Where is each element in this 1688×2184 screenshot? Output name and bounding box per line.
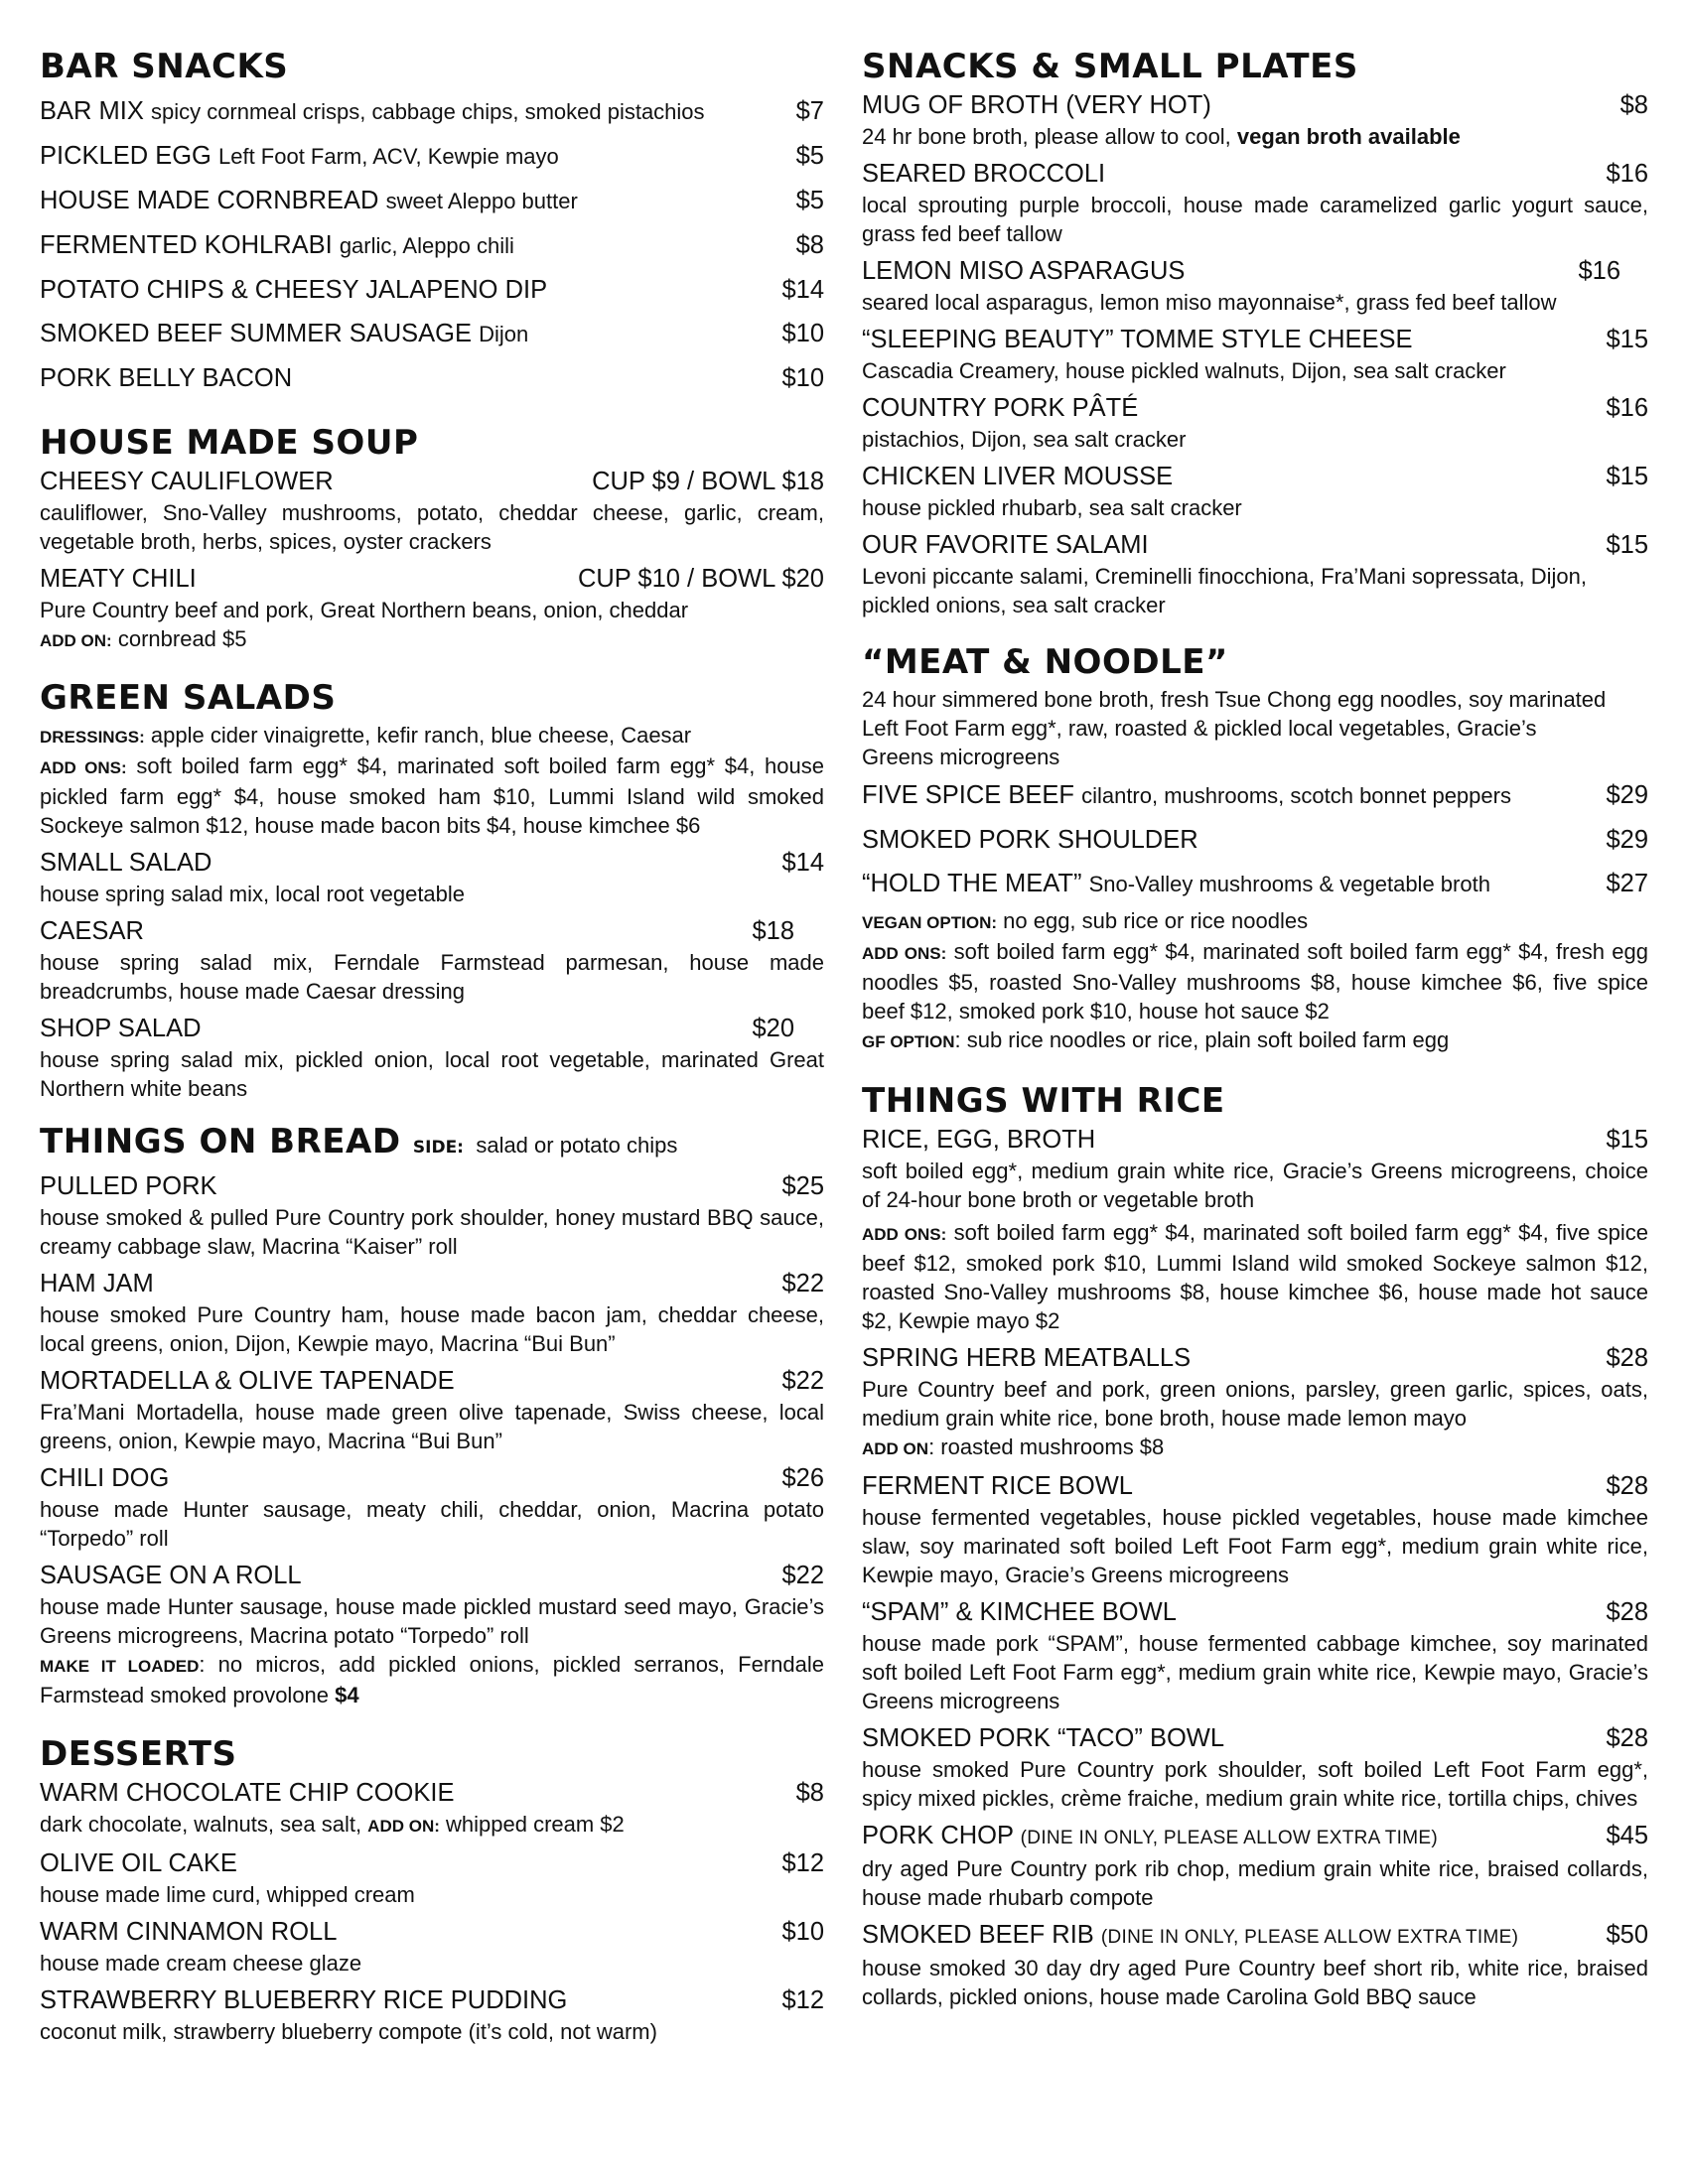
menu-item: [40, 1916, 824, 1949]
item-name: PICKLED EGG: [40, 142, 211, 170]
addons-line: [862, 937, 1648, 1025]
item-name: CHEESY CAULIFLOWER: [40, 468, 334, 495]
menu-item: [40, 179, 824, 223]
item-price: $28: [1606, 1724, 1648, 1752]
gf-text: : sub rice noodles or rice, plain soft boiled farm egg: [954, 1027, 1450, 1052]
item-price: $5: [795, 142, 824, 170]
item-desc: local sprouting purple broccoli, house made caramelized garlic yogurt sauce, grass fed beef tallow: [862, 193, 1648, 246]
item-name: SMOKED BEEF RIB: [862, 1921, 1094, 1949]
desserts-section: [40, 1731, 824, 2046]
item-name: PULLED PORK: [40, 1172, 217, 1200]
item-price: $22: [781, 1562, 824, 1589]
left-column: [40, 44, 824, 2046]
gf-line: [862, 1025, 1648, 1056]
item-price: $7: [795, 97, 824, 125]
addon-text: cornbread $5: [117, 626, 247, 651]
item-desc: Pure Country beef and pork, green onions, parsley, green garlic, spices, oats, medium grain white rice, bone broth, house made lemon mayo: [862, 1377, 1648, 1431]
menu-item: [40, 312, 824, 356]
item-price: $28: [1606, 1472, 1648, 1500]
right-column: [862, 44, 1648, 2011]
item-name: SMALL SALAD: [40, 849, 212, 877]
addon-text: whipped cream $2: [439, 1812, 625, 1837]
gf-label: GF OPTION: [862, 1032, 955, 1051]
item-name: CAESAR: [40, 917, 144, 945]
item-name: “SPAM” & KIMCHEE BOWL: [862, 1598, 1177, 1626]
item-price: $27: [1606, 870, 1648, 897]
menu-item: [862, 529, 1648, 562]
section-title-desserts: DESSERTS: [40, 1734, 237, 1774]
menu-item: [40, 847, 824, 880]
menu-item: [40, 223, 824, 268]
addons-label: ADD ONS:: [862, 1225, 947, 1244]
item-name: SMOKED PORK SHOULDER: [862, 826, 1198, 854]
addon-text: : roasted mushrooms $8: [928, 1434, 1165, 1459]
item-desc-bold: vegan broth available: [1236, 124, 1461, 149]
section-title-noodle: “MEAT & NOODLE”: [862, 642, 1228, 682]
item-price: $14: [781, 276, 824, 304]
item-price: $15: [1606, 1126, 1648, 1154]
addons-label: ADD ONS:: [862, 944, 947, 963]
item-desc: house smoked 30 day dry aged Pure Country beef short rib, white rice, braised collards, pickled onions, house made Carolina Gold BBQ sauce: [862, 1956, 1648, 2009]
item-desc: dry aged Pure Country pork rib chop, medium grain white rice, braised collards, house made rhubarb compote: [862, 1856, 1648, 1910]
menu-item: [862, 324, 1648, 356]
addons-line: [40, 751, 824, 840]
bread-section: [40, 1119, 824, 1709]
item-price: $10: [781, 320, 824, 347]
menu-item: [862, 1124, 1648, 1157]
item-price: $16: [1606, 160, 1648, 188]
noodle-intro: 24 hour simmered bone broth, fresh Tsue Chong egg noodles, soy marinated Left Foot Farm egg*, raw, roasted & pickled local vegetables, Gracie’s Greens microgreens: [862, 687, 1607, 769]
meatball-addon-line: [862, 1433, 1648, 1463]
item-name: PORK BELLY BACON: [40, 364, 293, 392]
item-name: SAUSAGE ON A ROLL: [40, 1562, 302, 1589]
item-name: FERMENTED KOHLRABI: [40, 231, 333, 259]
item-desc-line: [40, 1810, 824, 1841]
addon-line: [40, 624, 824, 655]
menu-item: [862, 1820, 1648, 1854]
menu-item: [862, 461, 1648, 493]
dressings-line: [40, 721, 824, 751]
menu-item: [40, 1560, 824, 1592]
addons-text: soft boiled farm egg* $4, marinated soft boiled farm egg* $4, house pickled farm egg* $4, house smoked ham $10, Lummi Island wild smoked Sockeye salmon $12, house made bacon bits $4, house kimchee $6: [40, 753, 824, 838]
item-desc: house smoked Pure Country pork shoulder, soft boiled Left Foot Farm egg*, spicy mixed pickles, crème fraiche, medium grain white rice, tortilla chips, chives: [862, 1757, 1648, 1811]
item-price: $15: [1606, 326, 1648, 353]
item-price: $22: [781, 1270, 824, 1297]
item-name: WARM CINNAMON ROLL: [40, 1918, 338, 1946]
item-name: STRAWBERRY BLUEBERRY RICE PUDDING: [40, 1986, 568, 2014]
item-price: $12: [781, 1849, 824, 1877]
item-name: HOUSE MADE CORNBREAD: [40, 187, 379, 214]
item-name: MEATY CHILI: [40, 565, 197, 593]
item-name: SHOP SALAD: [40, 1015, 202, 1042]
item-price: $10: [781, 1918, 824, 1946]
item-name: SPRING HERB MEATBALLS: [862, 1344, 1192, 1372]
item-desc: house pickled rhubarb, sea salt cracker: [862, 495, 1242, 520]
item-price: $12: [781, 1986, 824, 2014]
item-price: $29: [1606, 781, 1648, 809]
item-desc: house made pork “SPAM”, house fermented cabbage kimchee, soy marinated soft boiled Left Foot Farm egg*, medium grain white rice, Kewpie mayo, Gracie’s Greens microgreens: [862, 1631, 1648, 1713]
item-price: $15: [1606, 463, 1648, 490]
item-name: OLIVE OIL CAKE: [40, 1849, 237, 1877]
section-title-soup: HOUSE MADE SOUP: [40, 423, 419, 463]
item-name: “SLEEPING BEAUTY” TOMME STYLE CHEESE: [862, 326, 1413, 353]
item-price: $45: [1606, 1822, 1648, 1849]
item-name: SMOKED PORK “TACO” BOWL: [862, 1724, 1225, 1752]
item-desc-line: [862, 122, 1648, 151]
item-name: HAM JAM: [40, 1270, 154, 1297]
menu-item: [862, 255, 1648, 288]
item-desc: spicy cornmeal crisps, cabbage chips, smoked pistachios: [150, 99, 705, 124]
small-plates-section: [862, 44, 1648, 619]
item-price: $18: [752, 917, 794, 945]
section-title-bar-snacks: BAR SNACKS: [40, 47, 289, 86]
item-desc: sweet Aleppo butter: [385, 189, 578, 213]
item-price: $28: [1606, 1598, 1648, 1626]
menu-item: [40, 134, 824, 179]
addons-line: [862, 1218, 1648, 1335]
menu-item: [862, 773, 1648, 818]
item-price: CUP $9 / BOWL $18: [592, 468, 824, 495]
menu-item: [40, 1847, 824, 1880]
item-desc: house smoked & pulled Pure Country pork shoulder, honey mustard BBQ sauce, creamy cabbage slaw, Macrina “Kaiser” roll: [40, 1205, 824, 1259]
menu-item: [40, 1013, 824, 1045]
item-desc: house fermented vegetables, house pickled vegetables, house made kimchee slaw, soy marinated soft boiled Left Foot Farm egg*, medium grain white rice, Kewpie mayo, Gracie’s Greens microgreens: [862, 1505, 1648, 1587]
item-name: POTATO CHIPS & CHEESY JALAPENO DIP: [40, 276, 548, 304]
loaded-text: : no micros, add pickled onions, pickled serranos, Ferndale Farmstead smoked provolone: [40, 1652, 824, 1707]
item-price: $16: [1606, 394, 1648, 422]
addon-label: ADD ON: [862, 1439, 929, 1458]
item-desc: 24 hr bone broth, please allow to cool,: [862, 124, 1237, 149]
item-desc: cauliflower, Sno-Valley mushrooms, potato, cheddar cheese, garlic, cream, vegetable broth, herbs, spices, oyster crackers: [40, 500, 824, 554]
item-price: $14: [781, 849, 824, 877]
item-name: FERMENT RICE BOWL: [862, 1472, 1133, 1500]
bar-snacks-section: [40, 44, 824, 400]
item-price: $16: [1578, 257, 1620, 285]
item-price: $20: [752, 1015, 794, 1042]
item-price: $28: [1606, 1344, 1648, 1372]
rice-section: [862, 1078, 1648, 2011]
vegan-label: VEGAN OPTION:: [862, 913, 998, 932]
item-name: PORK CHOP: [862, 1822, 1014, 1849]
item-desc: pistachios, Dijon, sea salt cracker: [862, 427, 1187, 452]
item-name: MORTADELLA & OLIVE TAPENADE: [40, 1367, 455, 1395]
menu-item: [862, 392, 1648, 425]
addon-label: ADD ON:: [367, 1817, 440, 1836]
menu-item: [40, 466, 824, 498]
item-name: SEARED BROCCOLI: [862, 160, 1106, 188]
item-desc: house made cream cheese glaze: [40, 1951, 362, 1976]
menu-item: [40, 1365, 824, 1398]
item-desc: garlic, Aleppo chili: [339, 233, 514, 258]
item-desc: Sno-Valley mushrooms & vegetable broth: [1088, 872, 1490, 896]
item-name: BAR MIX: [40, 97, 144, 125]
section-title-rice: THINGS WITH RICE: [862, 1081, 1225, 1121]
vegan-text: no egg, sub rice or rice noodles: [1003, 908, 1309, 933]
item-name: WARM CHOCOLATE CHIP COOKIE: [40, 1779, 455, 1807]
menu-item: [862, 1722, 1648, 1755]
section-title-salads: GREEN SALADS: [40, 678, 337, 718]
section-title-small-plates: SNACKS & SMALL PLATES: [862, 47, 1358, 86]
item-name: SMOKED BEEF SUMMER SAUSAGE: [40, 320, 472, 347]
section-title-bread: [40, 1119, 824, 1170]
item-note: (DINE IN ONLY, PLEASE ALLOW EXTRA TIME): [1020, 1828, 1438, 1848]
menu-item: [862, 1342, 1648, 1375]
item-desc: house spring salad mix, local root vegetable: [40, 882, 466, 906]
item-name: CHILI DOG: [40, 1464, 170, 1492]
item-price: $22: [781, 1367, 824, 1395]
menu-item: [40, 1170, 824, 1203]
item-desc: Cascadia Creamery, house pickled walnuts, Dijon, sea salt cracker: [862, 358, 1506, 383]
item-price: $5: [795, 187, 824, 214]
dressings-text: apple cider vinaigrette, kefir ranch, blue cheese, Caesar: [150, 723, 692, 748]
noodle-section: [862, 639, 1648, 1056]
item-desc: house made Hunter sausage, house made pickled mustard seed mayo, Gracie’s Greens microgreens, Macrina potato “Torpedo” roll: [40, 1594, 824, 1648]
menu-item: [40, 915, 824, 948]
menu-item: [862, 862, 1648, 906]
menu-item: [40, 563, 824, 596]
salads-section: [40, 675, 824, 1103]
loaded-label: MAKE IT LOADED: [40, 1657, 200, 1676]
item-desc: house made lime curd, whipped cream: [40, 1882, 415, 1907]
addons-label: ADD ONS:: [40, 758, 127, 777]
item-name: RICE, EGG, BROTH: [862, 1126, 1096, 1154]
menu-item: [40, 1984, 824, 2017]
side-text: salad or potato chips: [476, 1133, 678, 1158]
vegan-line: [862, 906, 1648, 937]
item-name: LEMON MISO ASPARAGUS: [862, 257, 1186, 285]
item-desc: soft boiled egg*, medium grain white rice, Gracie’s Greens microgreens, choice of 24-hour bone broth or vegetable broth: [862, 1159, 1648, 1212]
item-price: $25: [781, 1172, 824, 1200]
item-desc: cilantro, mushrooms, scotch bonnet peppers: [1081, 783, 1511, 808]
menu-item: [862, 1596, 1648, 1629]
menu-item: [862, 818, 1648, 862]
item-desc: house made Hunter sausage, meaty chili, cheddar, onion, Macrina potato “Torpedo” roll: [40, 1497, 824, 1551]
soup-section: [40, 420, 824, 655]
addon-label: ADD ON:: [40, 631, 112, 650]
item-price: $26: [781, 1464, 824, 1492]
item-name: COUNTRY PORK PÂTÉ: [862, 394, 1139, 422]
item-desc: dark chocolate, walnuts, sea salt,: [40, 1812, 368, 1837]
item-name: OUR FAVORITE SALAMI: [862, 531, 1149, 559]
item-desc: Pure Country beef and pork, Great Northern beans, onion, cheddar: [40, 598, 689, 622]
item-name: “HOLD THE MEAT”: [862, 870, 1082, 897]
menu-item: [40, 356, 824, 400]
addons-text: soft boiled farm egg* $4, marinated soft boiled farm egg* $4, five spice beef $12, smoked pork $10, Lummi Island wild smoked Sockeye salmon $12, roasted Sno-Valley mushrooms $8, house kimchee $6, house made hot sauce $2, Kewpie mayo $2: [862, 1220, 1648, 1333]
item-desc: seared local asparagus, lemon miso mayonnaise*, grass fed beef tallow: [862, 290, 1557, 315]
item-desc: coconut milk, strawberry blueberry compote (it’s cold, not warm): [40, 2019, 657, 2044]
item-name: CHICKEN LIVER MOUSSE: [862, 463, 1174, 490]
item-desc: Left Foot Farm, ACV, Kewpie mayo: [217, 144, 559, 169]
item-desc: house spring salad mix, Ferndale Farmstead parmesan, house made breadcrumbs, house made Caesar dressing: [40, 950, 824, 1004]
item-desc: house smoked Pure Country ham, house made bacon jam, cheddar cheese, local greens, onion, Dijon, Kewpie mayo, Macrina “Bui Bun”: [40, 1302, 824, 1356]
item-note: (DINE IN ONLY, PLEASE ALLOW EXTRA TIME): [1100, 1927, 1519, 1948]
menu-item: [40, 1462, 824, 1495]
item-price: $8: [795, 1779, 824, 1807]
addons-text: soft boiled farm egg* $4, marinated soft boiled farm egg* $4, fresh egg noodles $5, roasted Sno-Valley mushrooms $8, house kimchee $6, five spice beef $12, smoked pork $10, house hot sauce $2: [862, 939, 1648, 1024]
dressings-label: DRESSINGS:: [40, 728, 145, 747]
item-desc: Levoni piccante salami, Creminelli finocchiona, Fra’Mani sopressata, Dijon, pickled onions, sea salt cracker: [862, 564, 1587, 617]
item-desc: Fra’Mani Mortadella, house made green olive tapenade, Swiss cheese, local greens, onion, Kewpie mayo, Macrina “Bui Bun”: [40, 1400, 824, 1453]
item-price: $29: [1606, 826, 1648, 854]
loaded-line: [40, 1650, 824, 1709]
menu-item: [862, 1919, 1648, 1954]
item-desc: house spring salad mix, pickled onion, local root vegetable, marinated Great Northern white beans: [40, 1047, 824, 1101]
item-name: FIVE SPICE BEEF: [862, 781, 1074, 809]
menu-item: [40, 89, 824, 134]
menu-item: [40, 1777, 824, 1810]
menu-item: [862, 89, 1648, 122]
item-price: $50: [1606, 1921, 1648, 1949]
section-title-text: THINGS ON BREAD: [40, 1122, 401, 1161]
menu-item: [40, 268, 824, 312]
menu-item: [40, 1268, 824, 1300]
menu-item: [862, 158, 1648, 191]
item-price: $8: [1619, 91, 1648, 119]
item-price: $8: [795, 231, 824, 259]
item-desc: Dijon: [479, 322, 529, 346]
menu-item: [862, 1470, 1648, 1503]
item-price: $15: [1606, 531, 1648, 559]
loaded-price: $4: [335, 1683, 359, 1707]
item-price: $10: [781, 364, 824, 392]
item-name: MUG OF BROTH (VERY HOT): [862, 91, 1211, 119]
item-price: CUP $10 / BOWL $20: [577, 565, 824, 593]
side-label: SIDE:: [412, 1138, 464, 1158]
